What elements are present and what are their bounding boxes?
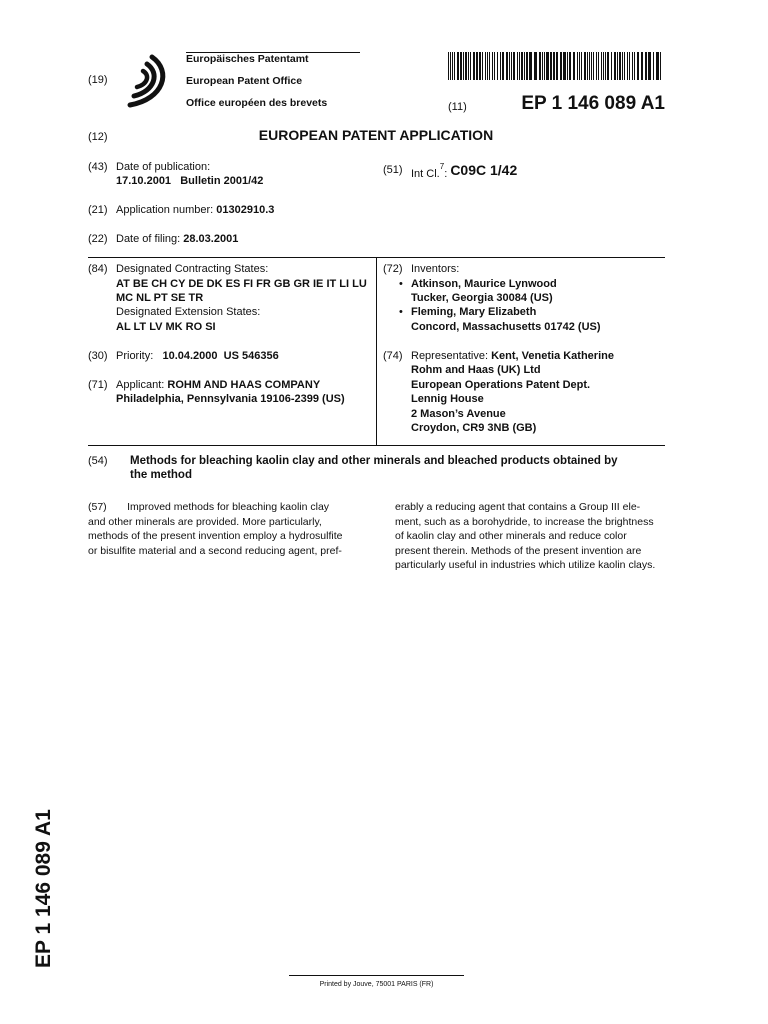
application-number-label: Application number: bbox=[116, 204, 214, 216]
abstract-line: methods of the present invention employ a hydrosulfite bbox=[88, 530, 343, 542]
barcode-bar bbox=[629, 52, 630, 80]
representative-name: Kent, Venetia Katherine bbox=[491, 350, 614, 362]
barcode-bar bbox=[573, 52, 575, 80]
barcode-bar bbox=[637, 52, 639, 80]
side-publication-number: EP 1 146 089 A1 bbox=[32, 809, 55, 968]
priority bbox=[116, 349, 279, 364]
code-30: (30) bbox=[88, 350, 108, 362]
barcode-bar bbox=[487, 52, 488, 80]
barcode-bar bbox=[660, 52, 661, 80]
publication-date bbox=[116, 174, 263, 189]
application-number-value: 01302910.3 bbox=[216, 204, 275, 216]
abstract-line: particularly useful in industries which utilize kaolin clays. bbox=[395, 559, 656, 571]
box-divider bbox=[376, 257, 377, 446]
code-84: (84) bbox=[88, 263, 108, 275]
barcode-bar bbox=[622, 52, 623, 80]
barcode-bar bbox=[591, 52, 592, 80]
invention-title-line1: Methods for bleaching kaolin clay and other minerals and bleached products obtained by bbox=[130, 455, 618, 467]
barcode-bar bbox=[517, 52, 518, 80]
code-72: (72) bbox=[383, 263, 403, 275]
abstract-line bbox=[88, 500, 358, 515]
barcode-bar bbox=[611, 52, 612, 80]
barcode-bar bbox=[460, 52, 462, 80]
barcode-bar bbox=[473, 52, 475, 80]
barcode-bar bbox=[500, 52, 501, 80]
filing-date-value: 28.03.2001 bbox=[183, 233, 239, 245]
barcode-bar bbox=[539, 52, 541, 80]
barcode-bar bbox=[497, 52, 498, 80]
representative-address-line: European Operations Patent Dept. bbox=[411, 379, 591, 391]
barcode-bar bbox=[569, 52, 571, 80]
barcode-bar bbox=[656, 52, 659, 80]
barcode-bar bbox=[485, 52, 486, 80]
representative-address-line: Lennig House bbox=[411, 393, 484, 405]
extension-states: AL LT LV MK RO SI bbox=[116, 321, 216, 333]
abstract-line: and other minerals are provided. More particularly, bbox=[88, 515, 322, 528]
barcode-bar bbox=[593, 52, 594, 80]
code-43: (43) bbox=[88, 161, 108, 173]
publication-number: EP 1 146 089 A1 bbox=[521, 93, 665, 114]
extension-states-label: Designated Extension States: bbox=[116, 306, 261, 318]
barcode-bar bbox=[544, 52, 545, 80]
barcode-bar bbox=[524, 52, 525, 80]
barcode-bar bbox=[601, 52, 602, 80]
barcode-bar bbox=[494, 52, 495, 80]
barcode-bar bbox=[482, 52, 483, 80]
barcode-bar bbox=[563, 52, 566, 80]
barcode-bar bbox=[596, 52, 597, 80]
bulletin-value: Bulletin 2001/42 bbox=[180, 175, 264, 187]
barcode-bar bbox=[513, 52, 515, 80]
barcode-bar bbox=[509, 52, 510, 80]
barcode-icon bbox=[448, 52, 664, 80]
abstract-left-column bbox=[88, 500, 358, 558]
barcode-bar bbox=[634, 52, 635, 80]
footer-rule bbox=[289, 975, 464, 976]
publication-date-value: 17.10.2001 bbox=[116, 175, 172, 187]
barcode-bar bbox=[542, 52, 543, 80]
barcode-bar bbox=[454, 52, 455, 80]
inventor-name: Atkinson, Maurice Lynwood bbox=[411, 278, 557, 290]
printer-note: Printed by Jouve, 75001 PARIS (FR) bbox=[319, 981, 434, 988]
abstract-line: erably a reducing agent that contains a Group III ele- bbox=[395, 501, 641, 513]
barcode-bar bbox=[645, 52, 647, 80]
barcode-bar bbox=[560, 52, 562, 80]
inventor-name: Fleming, Mary Elizabeth bbox=[411, 306, 537, 318]
code-51: (51) bbox=[383, 164, 403, 176]
abstract-right-column bbox=[395, 500, 665, 573]
code-11: (11) bbox=[448, 101, 467, 113]
int-cl bbox=[411, 160, 517, 178]
publication-date-label: Date of publication: bbox=[116, 161, 211, 173]
barcode-bar bbox=[521, 52, 523, 80]
barcode-bar bbox=[567, 52, 568, 80]
abstract-first-text: Improved methods for bleaching kaolin clay bbox=[127, 501, 330, 513]
barcode-bar bbox=[463, 52, 464, 80]
barcode-bar bbox=[619, 52, 621, 80]
code-19: (19) bbox=[88, 74, 108, 86]
barcode-bar bbox=[506, 52, 508, 80]
barcode-bar bbox=[492, 52, 493, 80]
inventors-label: Inventors: bbox=[411, 263, 460, 275]
filing-date bbox=[116, 232, 238, 247]
barcode-bar bbox=[556, 52, 558, 80]
barcode-bar bbox=[450, 52, 451, 80]
inventor-address: Tucker, Georgia 30084 (US) bbox=[411, 292, 553, 304]
int-cl-label: Int Cl. bbox=[411, 167, 440, 180]
barcode-bar bbox=[581, 52, 582, 80]
priority-date: 10.04.2000 bbox=[162, 350, 218, 362]
filing-date-label: Date of filing: bbox=[116, 233, 181, 245]
code-57: (57) bbox=[88, 501, 107, 513]
inventor-address: Concord, Massachusetts 01742 (US) bbox=[411, 321, 601, 333]
barcode-bar bbox=[641, 52, 643, 80]
barcode-bar bbox=[529, 52, 532, 80]
barcode-bar bbox=[448, 52, 449, 80]
applicant-label: Applicant: bbox=[116, 379, 165, 391]
abstract-line: present therein. Methods of the present invention are bbox=[395, 544, 642, 557]
barcode-bar bbox=[489, 52, 490, 80]
int-cl-colon: : bbox=[444, 167, 448, 180]
barcode-bar bbox=[605, 52, 606, 80]
barcode-bar bbox=[534, 52, 537, 80]
invention-title-line2: the method bbox=[130, 469, 192, 481]
epo-logo-icon bbox=[122, 53, 174, 111]
code-71: (71) bbox=[88, 379, 108, 391]
barcode-bar bbox=[632, 52, 633, 80]
barcode-bar bbox=[587, 52, 588, 80]
barcode-bar bbox=[465, 52, 467, 80]
bullet-icon: • bbox=[399, 306, 403, 318]
designated-states-line2: MC NL PT SE TR bbox=[116, 292, 204, 304]
barcode-bar bbox=[550, 52, 552, 80]
representative-address-line: 2 Mason’s Avenue bbox=[411, 408, 506, 420]
priority-number: US 546356 bbox=[223, 350, 279, 362]
barcode-bar bbox=[617, 52, 618, 80]
applicant-name: ROHM AND HAAS COMPANY bbox=[167, 379, 321, 391]
document-type-title: EUROPEAN PATENT APPLICATION bbox=[258, 127, 494, 143]
barcode-bar bbox=[627, 52, 628, 80]
code-22: (22) bbox=[88, 233, 108, 245]
barcode-bar bbox=[603, 52, 604, 80]
representative bbox=[411, 349, 614, 364]
barcode-bar bbox=[526, 52, 528, 80]
application-number bbox=[116, 203, 274, 218]
representative-label: Representative: bbox=[411, 350, 489, 362]
barcode-bar bbox=[614, 52, 616, 80]
code-54: (54) bbox=[88, 455, 108, 467]
barcode-bar bbox=[579, 52, 580, 80]
barcode-bar bbox=[577, 52, 578, 80]
applicant-address: Philadelphia, Pennsylvania 19106-2399 (US) bbox=[116, 393, 345, 405]
office-name-en: European Patent Office bbox=[186, 75, 303, 87]
code-21: (21) bbox=[88, 204, 108, 216]
abstract-line: ment, such as a borohydride, to increase the brightness bbox=[395, 515, 654, 528]
barcode-bar bbox=[653, 52, 654, 80]
barcode-bar bbox=[479, 52, 481, 80]
barcode-bar bbox=[648, 52, 651, 80]
barcode-bar bbox=[607, 52, 609, 80]
barcode-bar bbox=[589, 52, 590, 80]
barcode-bar bbox=[468, 52, 469, 80]
barcode-bar bbox=[519, 52, 520, 80]
designated-states-line1: AT BE CH CY DE DK ES FI FR GB GR IE IT LI LU bbox=[116, 278, 367, 290]
barcode-bar bbox=[553, 52, 555, 80]
barcode-bar bbox=[511, 52, 512, 80]
representative-address-line: Rohm and Haas (UK) Ltd bbox=[411, 364, 541, 376]
applicant bbox=[116, 378, 320, 393]
abstract-line: or bisulfite material and a second reducing agent, pref- bbox=[88, 544, 342, 557]
barcode-bar bbox=[598, 52, 599, 80]
office-name-de: Europäisches Patentamt bbox=[186, 53, 309, 65]
representative-address-line: Croydon, CR9 3NB (GB) bbox=[411, 422, 537, 434]
barcode-bar bbox=[546, 52, 549, 80]
barcode-bar bbox=[502, 52, 504, 80]
barcode-bar bbox=[584, 52, 586, 80]
priority-label: Priority: bbox=[116, 350, 154, 362]
barcode-bar bbox=[457, 52, 459, 80]
abstract-line: of kaolin clay and other minerals and reduce color bbox=[395, 530, 627, 542]
code-12: (12) bbox=[88, 131, 108, 143]
box-bottom-rule bbox=[88, 445, 665, 446]
int-cl-edition: 7 bbox=[439, 162, 445, 171]
office-name-fr: Office européen des brevets bbox=[186, 97, 328, 109]
barcode-bar bbox=[624, 52, 625, 80]
barcode-bar bbox=[452, 52, 453, 80]
int-cl-value: C09C 1/42 bbox=[450, 161, 518, 178]
barcode-bar bbox=[476, 52, 478, 80]
bullet-icon: • bbox=[399, 278, 403, 290]
barcode-bar bbox=[470, 52, 471, 80]
designated-states-label: Designated Contracting States: bbox=[116, 263, 269, 275]
code-74: (74) bbox=[383, 350, 403, 362]
